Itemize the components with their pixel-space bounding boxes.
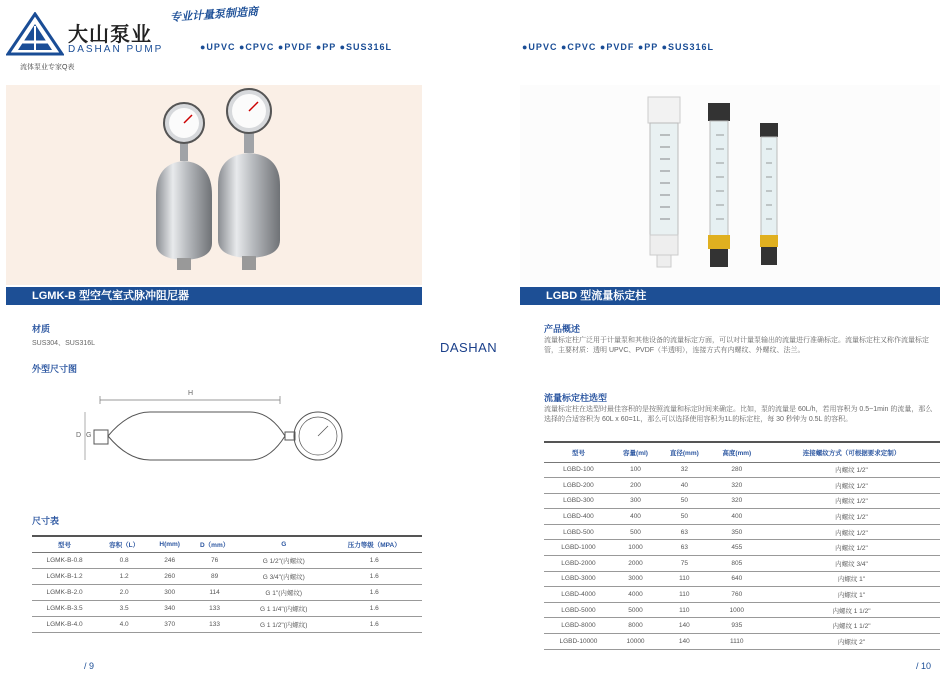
table-row bbox=[32, 600, 422, 616]
table-cell: 3.5 bbox=[97, 600, 151, 616]
table-cell: 320 bbox=[711, 478, 763, 494]
table-cell: 340 bbox=[151, 600, 188, 616]
material-text: SUS304、SUS316L bbox=[32, 340, 96, 347]
table-cell: 400 bbox=[711, 509, 763, 525]
table-row bbox=[32, 552, 422, 568]
overview-heading: 产品概述 bbox=[544, 324, 581, 334]
table-cell: LGBD-4000 bbox=[544, 587, 613, 603]
table-cell: 32 bbox=[658, 462, 710, 478]
table-row bbox=[544, 478, 940, 494]
table-cell: 0.8 bbox=[97, 552, 151, 568]
table-cell: 内螺纹 1/2" bbox=[763, 462, 940, 478]
table-cell: 500 bbox=[613, 524, 658, 540]
table-cell: LGBD-500 bbox=[544, 524, 613, 540]
table-cell: 内螺纹 1 1/2" bbox=[763, 602, 940, 618]
materials-left: ●UPVC ●CPVC ●PVDF ●PP ●SUS316L bbox=[200, 42, 393, 52]
brand-tagline: 流体泵业专家Q表 bbox=[20, 64, 75, 71]
table-cell: 110 bbox=[658, 587, 710, 603]
table-cell: G 3/4"(内螺纹) bbox=[241, 568, 327, 584]
table-cell: 100 bbox=[613, 462, 658, 478]
right-table-header: 直径(mm) bbox=[658, 442, 710, 462]
table-cell: LGBD-8000 bbox=[544, 618, 613, 634]
table-cell: 400 bbox=[613, 509, 658, 525]
left-title-bar: LGMK-B 型空气室式脉冲阻尼器 bbox=[6, 287, 422, 305]
table-cell: LGMK-B-3.5 bbox=[32, 600, 97, 616]
table-cell: 50 bbox=[658, 493, 710, 509]
left-table-header: G bbox=[241, 536, 327, 552]
table-cell: 8000 bbox=[613, 618, 658, 634]
brand-slogan: 专业计量泵制造商 bbox=[169, 5, 259, 25]
table-cell: LGBD-200 bbox=[544, 478, 613, 494]
table-cell: 2.0 bbox=[97, 584, 151, 600]
table-cell: 10000 bbox=[613, 634, 658, 650]
table-row bbox=[544, 462, 940, 478]
brand-name-cn: 大山泵业 bbox=[68, 24, 152, 46]
table-cell: 110 bbox=[658, 571, 710, 587]
overview-text: 流量标定柱广泛用于计量泵和其他设备的流量标定方面，可以对计量泵输出的流量进行准确标定。流量标定柱又称作流量标定管，主要材质：透明 UPVC、PVDF（半透明），连接方式有内螺纹、外螺纹、法兰。 bbox=[544, 337, 929, 354]
dimension-heading: 外型尺寸图 bbox=[32, 364, 78, 374]
table-row bbox=[32, 568, 422, 584]
table-cell: 内螺纹 1/2" bbox=[763, 509, 940, 525]
right-title-bar: LGBD 型流量标定柱 bbox=[520, 287, 940, 305]
table-cell: 50 bbox=[658, 509, 710, 525]
table-cell: 1110 bbox=[711, 634, 763, 650]
table-cell: LGMK-B-1.2 bbox=[32, 568, 97, 584]
table-cell: 935 bbox=[711, 618, 763, 634]
table-cell: 1000 bbox=[613, 540, 658, 556]
dim-label-h: H bbox=[188, 390, 194, 397]
calibration-column-photo bbox=[520, 85, 940, 285]
table-cell: 内螺纹 1 1/2" bbox=[763, 618, 940, 634]
materials-right: ●UPVC ●CPVC ●PVDF ●PP ●SUS316L bbox=[522, 42, 715, 52]
right-table-header: 高度(mm) bbox=[711, 442, 763, 462]
table-cell: G 1 1/2"(内螺纹) bbox=[241, 616, 327, 632]
table-cell: 455 bbox=[711, 540, 763, 556]
page-number-right: / 10 bbox=[916, 661, 932, 671]
table-cell: 76 bbox=[188, 552, 241, 568]
table-cell: 246 bbox=[151, 552, 188, 568]
table-row bbox=[544, 602, 940, 618]
table-cell: 300 bbox=[151, 584, 188, 600]
table-cell: LGBD-1000 bbox=[544, 540, 613, 556]
brand-name-en: DASHAN PUMP bbox=[68, 44, 164, 55]
table-cell: 1.6 bbox=[327, 584, 423, 600]
table-cell: 300 bbox=[613, 493, 658, 509]
material-heading: 材质 bbox=[32, 324, 51, 334]
table-cell: 760 bbox=[711, 587, 763, 603]
table-cell: LGBD-10000 bbox=[544, 634, 613, 650]
table-cell: 805 bbox=[711, 556, 763, 572]
table-cell: 内螺纹 2" bbox=[763, 634, 940, 650]
table-cell: G 1"(内螺纹) bbox=[241, 584, 327, 600]
table-cell: 89 bbox=[188, 568, 241, 584]
table-cell: 内螺纹 1" bbox=[763, 571, 940, 587]
table-cell: G 1 1/4"(内螺纹) bbox=[241, 600, 327, 616]
brand-logo bbox=[6, 12, 64, 56]
table-cell: 1.6 bbox=[327, 600, 423, 616]
table-cell: 40 bbox=[658, 478, 710, 494]
left-table-header: D（mm） bbox=[188, 536, 241, 552]
left-table-header: 容积（L） bbox=[97, 536, 151, 552]
table-cell: LGMK-B-4.0 bbox=[32, 616, 97, 632]
table-cell: LGBD-300 bbox=[544, 493, 613, 509]
table-cell: 200 bbox=[613, 478, 658, 494]
table-row bbox=[32, 616, 422, 632]
table-cell: 4.0 bbox=[97, 616, 151, 632]
left-table-header: H(mm) bbox=[151, 536, 188, 552]
table-cell: 5000 bbox=[613, 602, 658, 618]
left-table-header: 压力等级（MPA） bbox=[327, 536, 423, 552]
table-cell: 370 bbox=[151, 616, 188, 632]
table-cell: 640 bbox=[711, 571, 763, 587]
dimension-drawing bbox=[76, 390, 360, 482]
right-table-header: 型号 bbox=[544, 442, 613, 462]
table-cell: 140 bbox=[658, 618, 710, 634]
table-cell: 1.6 bbox=[327, 552, 423, 568]
right-table-header: 连接螺纹方式（可根据要求定制） bbox=[763, 442, 940, 462]
table-cell: 1.6 bbox=[327, 568, 423, 584]
table-cell: 280 bbox=[711, 462, 763, 478]
table-cell: G 1/2"(内螺纹) bbox=[241, 552, 327, 568]
table-cell: 320 bbox=[711, 493, 763, 509]
table-cell: 75 bbox=[658, 556, 710, 572]
table-cell: 63 bbox=[658, 524, 710, 540]
page-number-left: / 9 bbox=[84, 661, 95, 671]
table-cell: 内螺纹 1/2" bbox=[763, 524, 940, 540]
dim-label-d: D bbox=[76, 432, 82, 439]
size-table-heading: 尺寸表 bbox=[32, 516, 60, 526]
table-cell: 内螺纹 1/2" bbox=[763, 493, 940, 509]
right-table-header: 容量(ml) bbox=[613, 442, 658, 462]
table-cell: 133 bbox=[188, 616, 241, 632]
table-row bbox=[544, 571, 940, 587]
table-cell: LGBD-5000 bbox=[544, 602, 613, 618]
selection-table bbox=[544, 441, 940, 650]
table-cell: 133 bbox=[188, 600, 241, 616]
table-row bbox=[544, 618, 940, 634]
table-cell: LGMK-B-2.0 bbox=[32, 584, 97, 600]
table-cell: 140 bbox=[658, 634, 710, 650]
table-cell: 内螺纹 3/4" bbox=[763, 556, 940, 572]
table-row bbox=[544, 587, 940, 603]
table-row bbox=[544, 556, 940, 572]
table-cell: 4000 bbox=[613, 587, 658, 603]
table-cell: 63 bbox=[658, 540, 710, 556]
table-cell: 内螺纹 1/2" bbox=[763, 478, 940, 494]
table-cell: 1000 bbox=[711, 602, 763, 618]
left-table-header: 型号 bbox=[32, 536, 97, 552]
table-row bbox=[544, 524, 940, 540]
table-cell: 3000 bbox=[613, 571, 658, 587]
damper-photo bbox=[6, 85, 422, 285]
table-cell: 350 bbox=[711, 524, 763, 540]
table-cell: LGBD-2000 bbox=[544, 556, 613, 572]
table-row bbox=[544, 509, 940, 525]
table-cell: LGMK-B-0.8 bbox=[32, 552, 97, 568]
selection-heading: 流量标定柱选型 bbox=[544, 393, 608, 403]
size-table bbox=[32, 535, 422, 633]
table-row bbox=[32, 584, 422, 600]
table-cell: LGBD-400 bbox=[544, 509, 613, 525]
table-cell: 2000 bbox=[613, 556, 658, 572]
table-cell: LGBD-3000 bbox=[544, 571, 613, 587]
table-cell: 内螺纹 1" bbox=[763, 587, 940, 603]
table-row bbox=[544, 634, 940, 650]
table-cell: 1.2 bbox=[97, 568, 151, 584]
table-cell: LGBD-100 bbox=[544, 462, 613, 478]
table-cell: 内螺纹 1/2" bbox=[763, 540, 940, 556]
table-cell: 110 bbox=[658, 602, 710, 618]
table-cell: 114 bbox=[188, 584, 241, 600]
table-row bbox=[544, 493, 940, 509]
dim-label-g: G bbox=[86, 432, 92, 439]
selection-text: 流量标定柱在选型时最佳容积的是按照流量和标定时间来确定。比如，泵的流量是 60L/h，若用容积为 0.5~1min 的流量，那么选择的合适容积为 60L x 60=1L，那么可以选择使用容积为1L的标定柱，每 30 秒钟为 0.5L 的容积。 bbox=[544, 406, 933, 423]
table-cell: 260 bbox=[151, 568, 188, 584]
dashan-watermark: DASHAN bbox=[440, 340, 498, 355]
table-cell: 1.6 bbox=[327, 616, 423, 632]
table-row bbox=[544, 540, 940, 556]
